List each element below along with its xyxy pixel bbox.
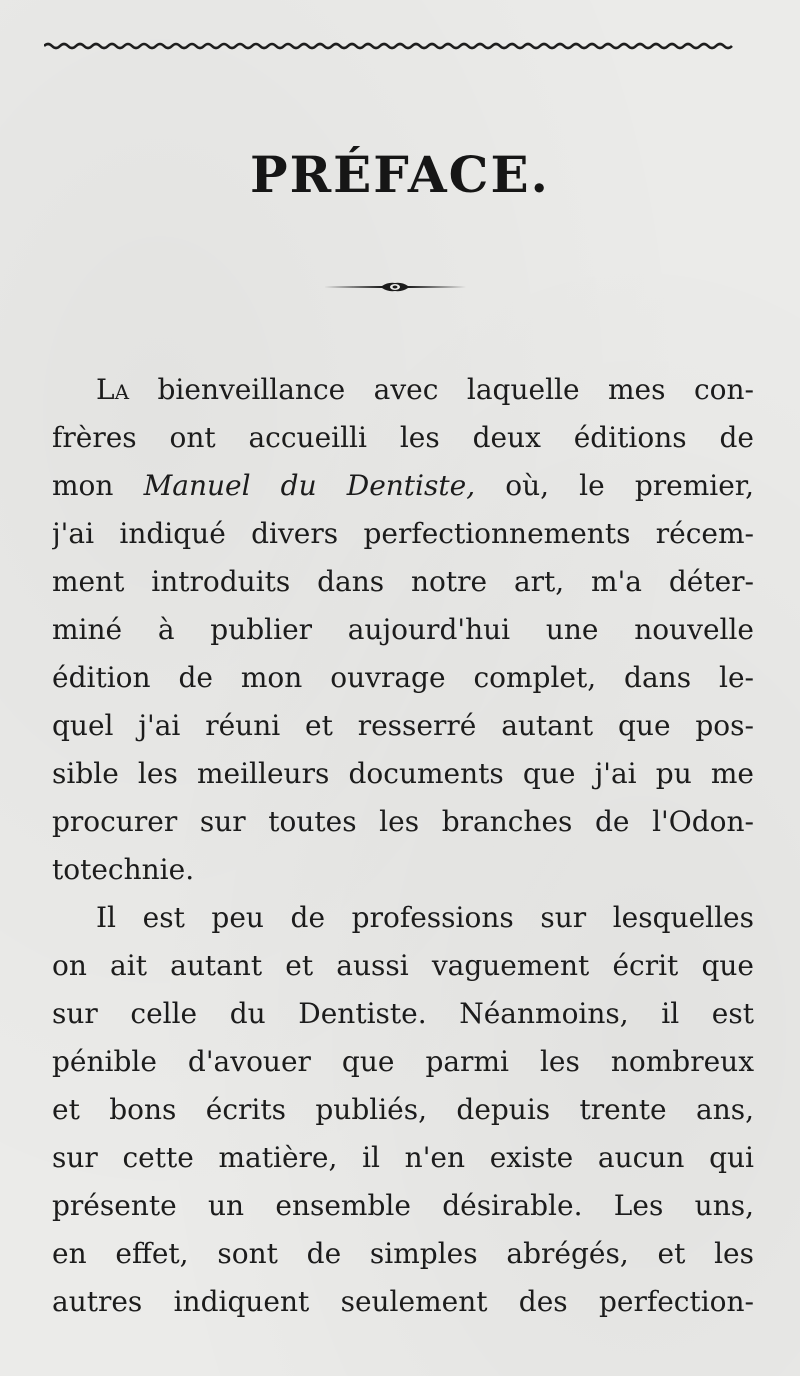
- text-line: frères ont accueilli les deux éditions de: [52, 421, 754, 454]
- text-line: et bons écrits publiés, depuis trente ans,: [52, 1093, 754, 1126]
- title-ornament-divider: [324, 278, 466, 296]
- text-line: procurer sur toutes les branches de l'Odon-: [52, 805, 754, 838]
- text-line: miné à publier aujourd'hui une nouvelle: [52, 613, 754, 646]
- book-title-italic: Manuel du Dentiste,: [143, 469, 476, 502]
- text-line: présente un ensemble désirable. Les uns,: [52, 1189, 754, 1222]
- text-line: on ait autant et aussi vaguement écrit que: [52, 949, 754, 982]
- text-line: en effet, sont de simples abrégés, et les: [52, 1237, 754, 1270]
- page-title: PRÉFACE.: [250, 145, 550, 204]
- text-line: sur cette matière, il n'en existe aucun qui: [52, 1141, 754, 1174]
- text-line: autres indiquent seulement des perfection-: [52, 1285, 754, 1318]
- text-line: quel j'ai réuni et resserré autant que pos-: [52, 709, 754, 742]
- text-line: sible les meilleurs documents que j'ai pu me: [52, 757, 754, 790]
- text-line: édition de mon ouvrage complet, dans le-: [52, 661, 754, 694]
- text-line: ment introduits dans notre art, m'a déter-: [52, 565, 754, 598]
- text-line: pénible d'avouer que parmi les nombreux: [52, 1045, 754, 1078]
- top-ornamental-rule: [44, 40, 734, 52]
- text-line: mon Manuel du Dentiste, où, le premier,: [52, 469, 754, 502]
- text-line: La bienveillance avec laquelle mes con-: [96, 373, 754, 406]
- preface-body: [52, 366, 754, 1326]
- text-line: Il est peu de professions sur lesquelles: [96, 901, 754, 934]
- text-line: j'ai indiqué divers perfectionnements récem-: [52, 517, 754, 550]
- text-line: sur celle du Dentiste. Néanmoins, il est: [52, 997, 754, 1030]
- text-line: totechnie.: [52, 853, 195, 886]
